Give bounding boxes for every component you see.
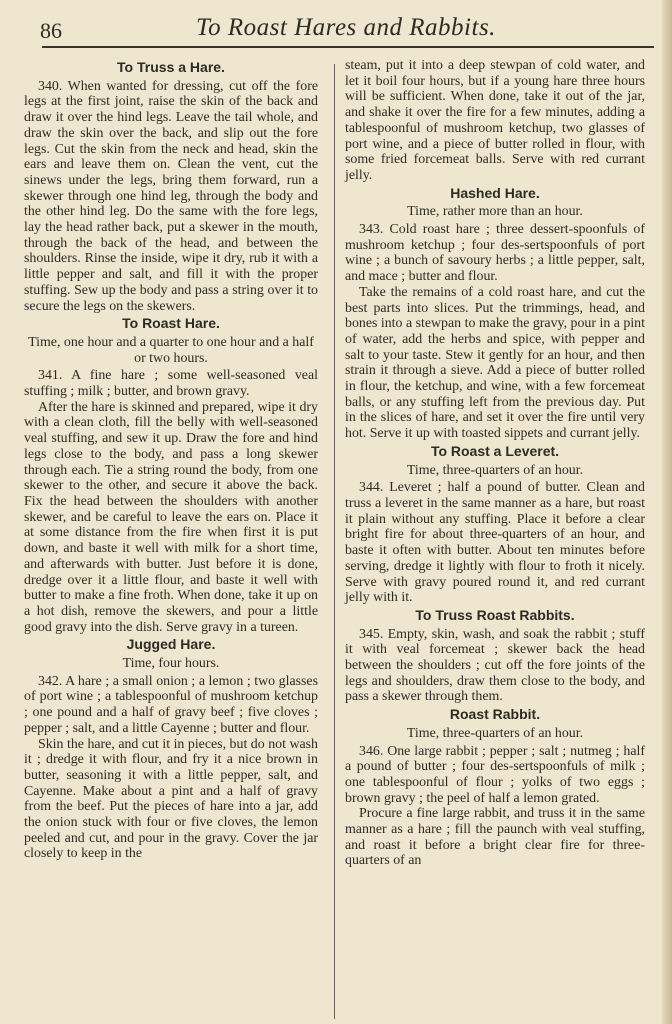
header-rule bbox=[42, 46, 654, 48]
time-note: Time, four hours. bbox=[122, 656, 220, 672]
paragraph: 341. A fine hare ; some well-seasoned veal stuffing ; milk ; butter, and brown gravy. bbox=[24, 368, 318, 400]
right-column bbox=[345, 58, 645, 869]
paragraph: Skin the hare, and cut it in pieces, but do not wash it ; dredge it with flour, and fry it a nice brown in butter, seasoning it with a little pepper, salt, and Cayenne. Make about a pint and a half of gravy from the beef. Put the pieces of hare into a jar, add the onion stuck with four or five cloves, the lemon peeled and cut, and pour in the gravy. Cover the jar closely to keep in the bbox=[24, 736, 318, 862]
section-heading: To Roast a Leveret. bbox=[430, 442, 560, 459]
page-header bbox=[40, 14, 652, 46]
paragraph: Take the remains of a cold roast hare, and cut the best parts into slices. Put the trimmings, head, and bones into a stewpan to make the gravy, pour in a pint of water, add the herbs and spice, with pepper and salt to your taste. Stew it gently for an hour, and then strain it through a sieve. Add a piece of butter rolled in flour, the ketchup, and wine, with a few forcemeat balls, or any stuffing left from the previous day. Put in the slices of hare, and set it over the fire until very hot. Serve it up with toasted sippets and currant jelly. bbox=[345, 284, 645, 442]
section-heading: Hashed Hare. bbox=[450, 184, 540, 201]
paragraph: Procure a fine large rabbit, and truss it in the same manner as a hare ; fill the paunch with veal stuffing, and roast it before a bright clear fire for three-quarters of an bbox=[345, 806, 645, 869]
running-title: To Roast Hares and Rabbits. bbox=[196, 14, 496, 41]
paragraph: 344. Leveret ; half a pound of butter. Clean and truss a leveret in the same manner as a hare, but roast it plain without any stuffing. Place it before a clear bright fire for about three-quarters of an hour, and baste it often with butter. About ten minutes before serving, dredge it lightly with flour to froth it nicely. Serve with gravy poured round it, and red currant jelly with it. bbox=[345, 480, 645, 606]
page-edge-shadow bbox=[662, 0, 672, 1024]
paragraph: 342. A hare ; a small onion ; a lemon ; two glasses of port wine ; a tablespoonful of mushroom ketchup ; one pound and a half of gravy beef ; five cloves ; pepper ; salt, and a little Cayenne ; butter and flour. bbox=[24, 673, 318, 736]
time-note: Time, rather more than an hour. bbox=[407, 204, 583, 220]
paragraph: 346. One large rabbit ; pepper ; salt ; nutmeg ; half a pound of butter ; four des-sertspoonfuls of milk ; one tablespoonful of flour ; yolks of two eggs ; brown gravy ; the peel of half a lemon grated. bbox=[345, 743, 645, 806]
paragraph: steam, put it into a deep stewpan of cold water, and let it boil four hours, but if a young hare three hours will be sufficient. When done, take it out of the jar, and shake it over the fire for a few minutes, adding a tablespoonful of mushroom ketchup, two glasses of port wine, and a piece of butter rolled in flour, with some fried forcemeat balls. Serve with red currant jelly. bbox=[345, 58, 645, 183]
time-note: Time, three-quarters of an hour. bbox=[406, 462, 584, 478]
paragraph: 340. When wanted for dressing, cut off the fore legs at the first joint, raise the skin of the back and draw it over the hind legs. Leave the tail whole, and draw the skin over the back, and slip out the fore legs. Cut the skin from the neck and head, skin the ears and leave them on. Clean the vent, cut the sinews under the legs, bring them forward, run a skewer through one hind leg, through the body and the other hind leg. Do the same with the fore legs, lay the head rather back, put a skewer in the mouth, through the back of the head, and between the shoulders. Rinse the inside, wipe it dry, rub it with a little pepper and salt, and fill it with the proper stuffing. Sew up the body and pass a string over it to secure the legs on the skewers. bbox=[24, 78, 318, 314]
section-heading: Jugged Hare. bbox=[126, 636, 216, 653]
section-heading: Roast Rabbit. bbox=[449, 706, 541, 723]
page-number: 86 bbox=[40, 18, 62, 43]
section-heading: To Truss Roast Rabbits. bbox=[415, 606, 575, 623]
section-heading: To Truss a Hare. bbox=[117, 59, 225, 75]
paragraph: 343. Cold roast hare ; three dessert-spoonfuls of mushroom ketchup ; four des-sertspoonfuls of port wine ; a bunch of savoury herbs ; a little pepper, salt, and mace ; butter and flour. bbox=[345, 222, 645, 285]
section-heading: To Roast Hare. bbox=[122, 315, 220, 332]
paragraph: After the hare is skinned and prepared, wipe it dry with a clean cloth, fill the belly with well-seasoned veal stuffing, and sew it up. Draw the fore and hind legs close to the body, and pass a long skewer through each. Tie a string round the body, from one skewer to the other, and secure it above the back. Fix the head between the shoulders with another skewer, and be careful to leave the ears on. Place it at some distance from the fire when first it is put down, and baste it well with milk for a short time, and afterwards with butter. Just before it is done, dredge over it a little flour, and baste it well with butter to make a fine froth. When done, take it up on a hot dish, remove the skewers, and pour a little good gravy into the dish. Serve gravy in a tureen. bbox=[24, 399, 318, 635]
left-column bbox=[24, 58, 318, 862]
time-note: Time, one hour and a quarter to one hour and a half or two hours. bbox=[28, 334, 314, 366]
paragraph: 345. Empty, skin, wash, and soak the rabbit ; stuff it with veal forcemeat ; skewer back the head between the shoulders ; cut off the fore joints of the legs and shoulders, draw them close to the body, and pass a skewer through them. bbox=[345, 626, 645, 705]
column-divider bbox=[334, 64, 335, 1019]
time-note: Time, three-quarters of an hour. bbox=[406, 725, 584, 741]
